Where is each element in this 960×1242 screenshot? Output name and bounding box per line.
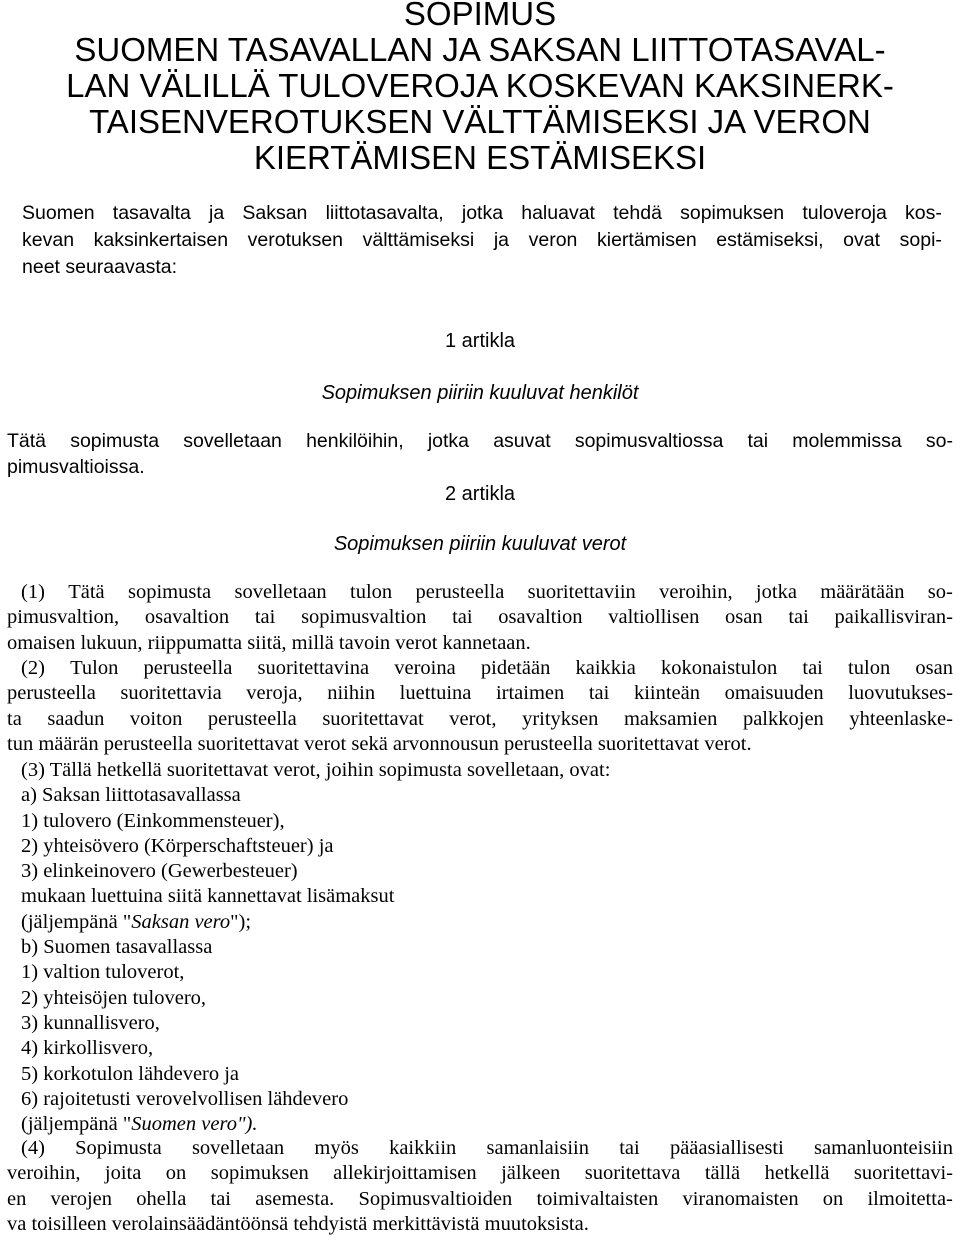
word: ovat (843, 229, 881, 251)
word: saadun (47, 707, 105, 730)
word: myös (314, 1137, 359, 1159)
paragraph-line (7, 1187, 953, 1212)
word: sopimusta (70, 430, 160, 452)
word: Sopimusta (75, 1137, 162, 1159)
word: tai (210, 1187, 231, 1210)
word: (1) (21, 581, 45, 603)
definition-line (7, 1112, 953, 1137)
word: sopimuksen (210, 1162, 309, 1185)
word: ja (493, 229, 510, 251)
word: so- (927, 581, 953, 603)
word: tasavalta (112, 202, 191, 224)
word: osavaltion (144, 606, 230, 629)
preamble-line (22, 227, 942, 254)
word: jotka (427, 430, 470, 452)
paragraph-line (7, 605, 953, 630)
paragraph-line (7, 681, 953, 706)
word: ohella (136, 1187, 187, 1210)
word: tulon (848, 657, 891, 679)
word: sopimuksen (680, 202, 785, 224)
article-2-paragraph-1 (7, 580, 953, 656)
word: Saksan (242, 202, 308, 224)
word: pääasiallisesti (669, 1137, 784, 1159)
word: samanluonteisiin (814, 1137, 953, 1159)
word: perusteella (143, 657, 233, 679)
paragraph-line (7, 656, 953, 681)
word: verotuksen (247, 229, 344, 251)
word: luettuina (399, 682, 472, 705)
word: kos- (905, 202, 942, 224)
word: yrityksen (522, 707, 599, 730)
word: samanlaisiin (486, 1137, 589, 1159)
word: luovutukses- (848, 682, 953, 705)
word: valtiollisen (608, 606, 700, 629)
word: sovelletaan (191, 1137, 285, 1159)
word: kokonaistulon (661, 657, 778, 679)
word: jotka (461, 202, 504, 224)
word: suoritettavina (257, 657, 370, 679)
article-2-paragraph-4 (7, 1136, 953, 1237)
paragraph-line: tun määrän perusteella suoritettavat verot sekä arvonnousun perusteella suoritettavat verot. (7, 732, 752, 755)
word: veron (528, 229, 578, 251)
word: niihin (327, 682, 376, 705)
definition-prefix: (jäljempänä " (21, 910, 132, 933)
word: tai (788, 606, 809, 629)
preamble-line: neet seuraavasta: (22, 256, 178, 278)
word: pimusvaltion, (7, 606, 120, 629)
word: maksamien (623, 707, 718, 730)
word: veroihin, (7, 1162, 81, 1185)
article-2-title: Sopimuksen piiriin kuuluvat verot (333, 533, 627, 555)
title-line: TAISENVEROTUKSEN VÄLTTÄMISEKSI JA VERON (89, 103, 871, 140)
word: viranomaisten (682, 1187, 799, 1210)
word: perusteella (415, 581, 505, 603)
word: liittotasavalta, (325, 202, 444, 224)
word: välttämiseksi (362, 229, 475, 251)
article-1-title: Sopimuksen piiriin kuuluvat henkilöt (321, 382, 639, 404)
article-1-line: pimusvaltioissa. (7, 456, 145, 478)
word: voiton (129, 707, 183, 730)
word: toimivaltaisten (536, 1187, 659, 1210)
word: Tätä (7, 430, 47, 452)
word: haluavat (521, 202, 595, 224)
definition-term: Saksan vero (131, 910, 231, 933)
word: yhteenlaske- (849, 707, 953, 730)
paragraph-line (7, 1161, 953, 1186)
word: on (822, 1187, 844, 1210)
word: kaikkiin (389, 1137, 457, 1159)
word: suoritettava (584, 1162, 681, 1185)
article-1-text (7, 428, 953, 480)
word: irtaimen (495, 682, 565, 705)
word: tällä (704, 1162, 741, 1185)
word: suoritettavat (322, 707, 424, 730)
word: tai (747, 430, 769, 452)
word: sovelletaan (183, 430, 282, 452)
title-line: SUOMEN TASAVALLAN JA SAKSAN LIITTOTASAVAL- (74, 31, 886, 68)
word: ta (7, 707, 22, 730)
word: Suomen (22, 202, 95, 224)
word: Sopimusvaltioiden (358, 1187, 513, 1210)
list-item: 2) yhteisövero (Körperschaftsteuer) ja (21, 834, 334, 857)
word: pidetään (480, 657, 551, 679)
word: jotka (755, 581, 797, 603)
word: tai (452, 606, 473, 629)
word: kaksinkertaisen (93, 229, 229, 251)
paragraph-line (7, 580, 953, 605)
word: sopi- (899, 229, 942, 251)
document-title (0, 0, 960, 176)
word: sopimusta (127, 581, 212, 603)
list-item: 4) kirkollisvero, (21, 1037, 154, 1060)
word: molemmissa (792, 430, 902, 452)
list-item: mukaan luettuina siitä kannettavat lisämaksut (21, 885, 395, 908)
word: jälkeen (501, 1162, 561, 1185)
word: so- (925, 430, 953, 452)
word: palkkojen (742, 707, 824, 730)
word: kiinteän (633, 682, 700, 705)
article-2-number: 2 artikla (444, 483, 516, 505)
list-item: 5) korkotulon lähdevero ja (21, 1062, 240, 1085)
word: allekirjoittamisen (333, 1162, 477, 1185)
paragraph-line (7, 1136, 953, 1161)
word: veroja, (246, 682, 303, 705)
list-item: a) Saksan liittotasavallassa (21, 784, 241, 807)
list-item: 1) valtion tuloverot, (21, 961, 185, 984)
list-item: 1) tulovero (Einkommensteuer), (21, 809, 285, 832)
word: on (165, 1162, 187, 1185)
word: sovelletaan (234, 581, 327, 603)
list-item: 2) yhteisöjen tulovero, (21, 986, 207, 1009)
definition-suffix: "); (230, 910, 252, 933)
word: hetkellä (764, 1162, 830, 1185)
word: estämiseksi, (716, 229, 824, 251)
word: paikallisviran- (834, 606, 953, 629)
preamble (22, 200, 942, 281)
word: osan (915, 657, 953, 679)
title-line: LAN VÄLILLÄ TULOVEROJA KOSKEVAN KAKSINERK- (66, 67, 894, 104)
word: perusteella (207, 707, 297, 730)
word: osavaltion (498, 606, 583, 629)
word: omaisuuden (724, 682, 824, 705)
word: veroihin, (659, 581, 733, 603)
list-item: b) Suomen tasavallassa (21, 936, 213, 959)
word: suoritettaviin (527, 581, 636, 603)
word: sopimusvaltion (301, 606, 427, 629)
word: joita (104, 1162, 142, 1185)
article-2-paragraph-3 (7, 758, 953, 1137)
paragraph-line: omaisen lukuun, riippumatta siitä, millä tavoin verot kannetaan. (7, 631, 531, 654)
word: asemesta. (255, 1187, 335, 1210)
word: (2) (21, 657, 45, 679)
paragraph-line: va toisilleen verolainsäädäntöönsä tehdyistä merkittävistä muutoksista. (7, 1212, 589, 1235)
word: ilmoitetta- (867, 1187, 953, 1210)
word: (4) (21, 1137, 45, 1159)
word: Tulon (70, 657, 119, 679)
word: määrätään (820, 581, 905, 603)
word: tai (619, 1137, 640, 1159)
definition-prefix: (jäljempänä " (21, 1113, 132, 1136)
article-2-paragraph-2 (7, 656, 953, 757)
list-item: 3) elinkeinovero (Gewerbesteuer) (21, 860, 298, 883)
word: suoritettavia (120, 682, 222, 705)
word: ja (209, 202, 225, 224)
word: asuvat (493, 430, 551, 452)
word: en (7, 1187, 27, 1210)
word: perusteella (7, 682, 96, 705)
word: verojen (50, 1187, 113, 1210)
definition-line (7, 910, 953, 935)
word: sopimusvaltiossa (574, 430, 724, 452)
word: henkilöihin, (306, 430, 404, 452)
word: kiertämisen (597, 229, 697, 251)
word: kevan (22, 229, 75, 251)
word: tuloveroja (802, 202, 887, 224)
article-1-number: 1 artikla (444, 330, 516, 352)
word: tulon (350, 581, 393, 603)
word: tai (588, 682, 610, 705)
paragraph-line: (3) Tällä hetkellä suoritettavat verot, joihin sopimusta sovelletaan, ovat: (21, 759, 611, 781)
word: tai (254, 606, 276, 629)
word: suoritettavi- (853, 1162, 953, 1185)
list-item: 3) kunnallisvero, (21, 1011, 160, 1034)
list-item: 6) rajoitetusti verovelvollisen lähdevero (21, 1087, 349, 1110)
definition-term: Suomen vero"). (131, 1113, 258, 1136)
word: verot, (449, 707, 497, 730)
title-line: SOPIMUS (403, 0, 557, 32)
paragraph-line (7, 707, 953, 732)
word: tehdä (613, 202, 662, 224)
word: veroina (394, 657, 456, 679)
word: tai (802, 657, 823, 679)
preamble-line (22, 200, 942, 227)
article-1-line (7, 428, 953, 454)
title-line: KIERTÄMISEN ESTÄMISEKSI (253, 139, 707, 176)
word: osan (725, 606, 763, 629)
word: kaikkia (575, 657, 636, 679)
word: Tätä (68, 581, 105, 603)
